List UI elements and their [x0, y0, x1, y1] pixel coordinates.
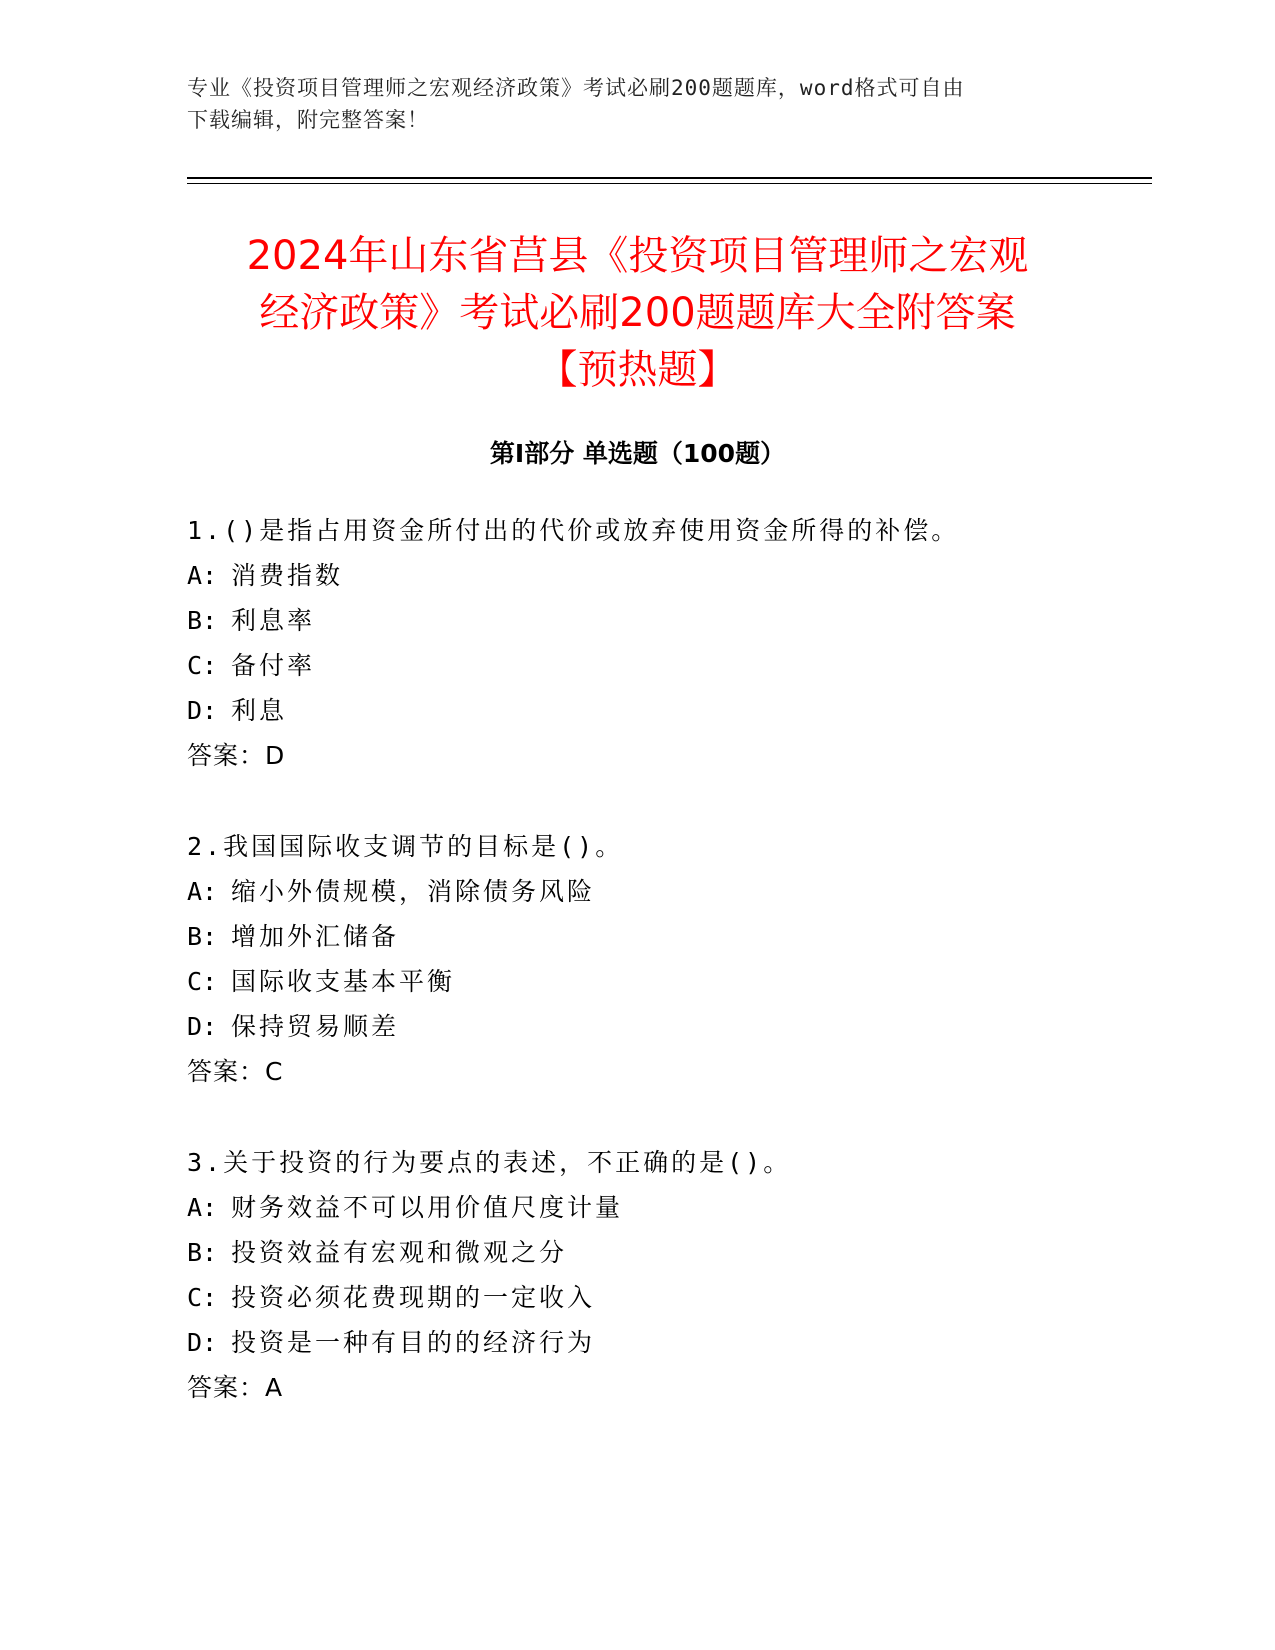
- question-stem: 3.关于投资的行为要点的表述，不正确的是()。: [187, 1148, 792, 1177]
- question-block: [187, 508, 1147, 778]
- option-a: [187, 553, 1147, 598]
- option-text: 利息率: [231, 606, 316, 635]
- option-text: 保持贸易顺差: [231, 1012, 400, 1041]
- header-rule-thin: [187, 183, 1152, 184]
- option-text: 投资是一种有目的的经济行为: [231, 1328, 596, 1357]
- option-c: [187, 643, 1147, 688]
- option-letter: B:: [187, 922, 218, 951]
- option-text: 增加外汇储备: [231, 922, 400, 951]
- option-letter: D:: [187, 1328, 218, 1357]
- section-title: 第Ⅰ部分 单选题（100题）: [489, 439, 786, 468]
- option-text: 投资必须花费现期的一定收入: [231, 1283, 596, 1312]
- option-letter: A:: [187, 561, 218, 590]
- answer-line: 答案：A: [187, 1373, 284, 1402]
- option-text: 缩小外债规模，消除债务风险: [231, 877, 596, 906]
- option-a: [187, 869, 1147, 914]
- option-text: 国际收支基本平衡: [231, 967, 456, 996]
- option-letter: C:: [187, 651, 218, 680]
- option-letter: D:: [187, 1012, 218, 1041]
- option-letter: B:: [187, 1238, 218, 1267]
- option-c: [187, 959, 1147, 1004]
- option-b: [187, 1230, 1147, 1275]
- option-c: [187, 1275, 1147, 1320]
- option-letter: A:: [187, 877, 218, 906]
- option-letter: D:: [187, 696, 218, 725]
- option-d: [187, 1320, 1147, 1365]
- option-letter: C:: [187, 1283, 218, 1312]
- document-title: [150, 228, 1125, 399]
- document-title-line-2: 经济政策》考试必刷200题题库大全附答案: [259, 290, 1016, 336]
- answer-line: 答案：D: [187, 741, 286, 770]
- option-a: [187, 1185, 1147, 1230]
- header-note: [187, 72, 1087, 136]
- question-stem: 1.()是指占用资金所付出的代价或放弃使用资金所得的补偿。: [187, 516, 960, 545]
- option-text: 投资效益有宏观和微观之分: [231, 1238, 568, 1267]
- answer-line: 答案：C: [187, 1057, 284, 1086]
- question-block: [187, 1140, 1147, 1410]
- option-letter: B:: [187, 606, 218, 635]
- option-text: 备付率: [231, 651, 316, 680]
- option-letter: A:: [187, 1193, 218, 1222]
- option-letter: C:: [187, 967, 218, 996]
- option-b: [187, 598, 1147, 643]
- option-text: 消费指数: [231, 561, 344, 590]
- header-note-line-2: 下载编辑，附完整答案！: [187, 108, 429, 132]
- question-block: [187, 824, 1147, 1094]
- option-d: [187, 688, 1147, 733]
- option-b: [187, 914, 1147, 959]
- question-stem: 2.我国国际收支调节的目标是()。: [187, 832, 624, 861]
- option-d: [187, 1004, 1147, 1049]
- document-title-line-3: 【预热题】: [537, 347, 738, 393]
- option-text: 财务效益不可以用价值尺度计量: [231, 1193, 624, 1222]
- header-rule-thick: [187, 177, 1152, 179]
- document-title-line-1: 2024年山东省莒县《投资项目管理师之宏观: [246, 233, 1029, 279]
- option-text: 利息: [231, 696, 288, 725]
- header-note-line-1: 专业《投资项目管理师之宏观经济政策》考试必刷200题题库，word格式可自由: [187, 76, 965, 100]
